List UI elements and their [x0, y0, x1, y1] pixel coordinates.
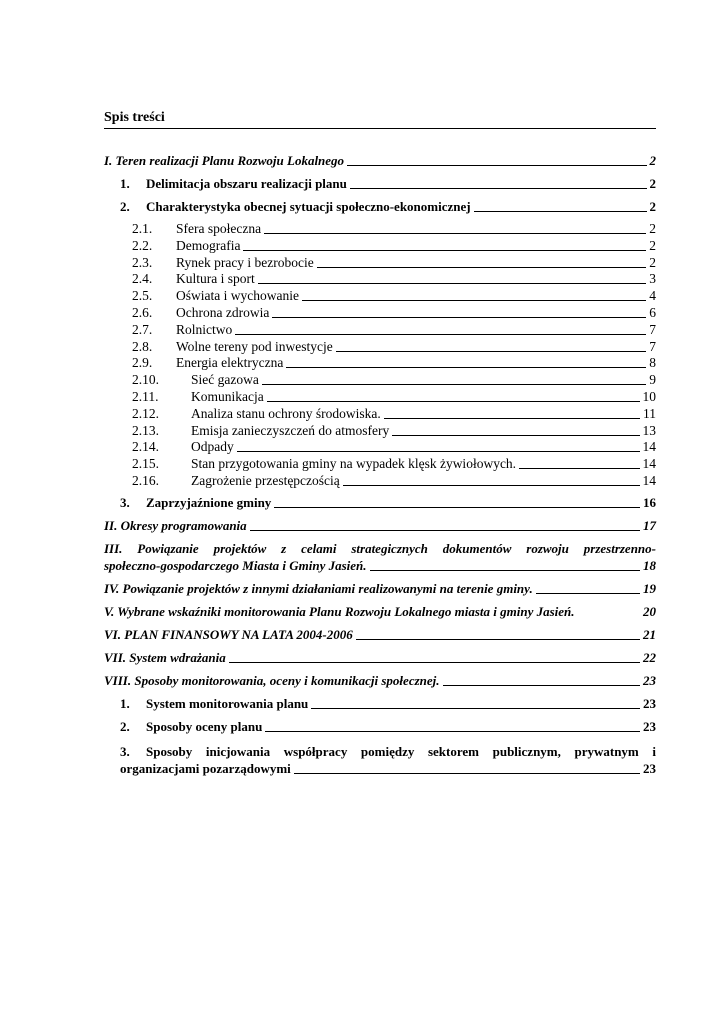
toc-entry-number: 2.7.	[132, 321, 153, 337]
toc-page-number: 2	[649, 237, 656, 253]
toc-entry[interactable]	[104, 473, 656, 490]
toc-entry-number: 2.	[120, 199, 130, 214]
toc-leader	[265, 731, 640, 732]
toc-leader	[317, 267, 646, 268]
toc-leader	[536, 593, 640, 594]
toc-page-number: 16	[643, 494, 656, 510]
toc-heading: Spis treści	[104, 110, 656, 129]
toc-leader	[237, 451, 640, 452]
toc-page-number: 21	[643, 626, 656, 642]
toc-entry[interactable]	[104, 339, 656, 356]
toc-entry-title: Oświata i wychowanie	[176, 288, 299, 304]
toc-entry[interactable]	[104, 389, 656, 406]
toc-entry[interactable]	[104, 580, 656, 603]
toc-entry-title: V. Wybrane wskaźniki monitorowania Planu Rozwoju Lokalnego miasta i gminy Jasień.	[104, 603, 575, 619]
toc-entry-title: Sposoby oceny planu	[146, 718, 263, 734]
toc-page-number: 14	[642, 456, 656, 472]
toc-entry[interactable]	[104, 372, 656, 389]
toc-entry-line1	[120, 743, 656, 760]
toc-page-number: 2	[649, 254, 656, 270]
toc-page-number: 23	[643, 672, 656, 688]
toc-entry[interactable]	[104, 439, 656, 456]
toc-page-number: 18	[643, 557, 656, 573]
toc-leader	[519, 468, 639, 469]
toc-leader	[356, 639, 640, 640]
toc-entry-title: I. Teren realizacji Planu Rozwoju Lokalnego	[104, 153, 345, 168]
toc-page-number: 2	[649, 221, 656, 236]
toc-leader	[443, 685, 640, 686]
toc-entry-title: Odpady	[191, 439, 234, 455]
toc-leader	[350, 188, 647, 189]
toc-page-number: 19	[643, 580, 656, 596]
toc-entry[interactable]	[104, 649, 656, 672]
toc-entry-title: Wolne tereny pod inwestycje	[176, 338, 333, 354]
toc-entry-number: 2.	[120, 718, 130, 734]
toc-entry[interactable]	[104, 406, 656, 423]
toc-entry-number: 2.3.	[132, 254, 153, 270]
toc-entry[interactable]	[104, 718, 656, 741]
toc-page-number: 23	[643, 760, 656, 776]
toc-entry[interactable]	[104, 152, 656, 175]
toc-entry-number: 2.11.	[132, 388, 159, 404]
toc-entry-title: Stan przygotowania gminy na wypadek klęsk żywiołowych.	[191, 456, 517, 472]
toc-page-number: 22	[643, 649, 656, 665]
toc-entry[interactable]	[104, 175, 656, 198]
toc-leader	[311, 708, 640, 709]
toc-entry-title: Rynek pracy i bezrobocie	[176, 254, 314, 270]
toc-page-number: 14	[642, 472, 656, 488]
toc-entry[interactable]	[104, 494, 656, 517]
toc-leader	[272, 317, 646, 318]
toc-page-number: 17	[643, 517, 656, 533]
toc-page-number: 4	[649, 288, 656, 304]
toc-page-number: 2	[649, 153, 656, 168]
toc-entry-title: Ochrona zdrowia	[176, 304, 270, 320]
toc-entry-number: 2.14.	[132, 439, 159, 455]
toc-entry[interactable]	[104, 355, 656, 372]
toc-page-number: 7	[649, 321, 656, 337]
toc-leader	[302, 300, 646, 301]
toc-entry-number: 2.10.	[132, 372, 159, 388]
toc-page-number: 11	[643, 405, 656, 421]
toc-entry-title-line1: III. Powiązanie projektów z celami strategicznych dokumentów rozwoju przestrzenno-	[104, 540, 656, 556]
toc-entry-number: 2.5.	[132, 288, 153, 304]
toc-entry[interactable]	[104, 603, 656, 626]
toc-entry-number: 2.4.	[132, 271, 153, 287]
toc-entry-title: Kultura i sport	[176, 271, 255, 287]
toc-page-number: 23	[643, 695, 656, 711]
toc-entry-title: Emisja zanieczyszczeń do atmosfery	[191, 422, 390, 438]
toc-entry-title: Komunikacja	[191, 388, 264, 404]
toc-leader	[347, 165, 646, 166]
toc-page-number: 6	[649, 304, 656, 320]
toc-entry-title: System monitorowania planu	[146, 695, 309, 711]
toc-entry-title: IV. Powiązanie projektów z innymi działaniami realizowanymi na terenie gminy.	[104, 580, 533, 596]
toc-entry-title: Sfera społeczna	[176, 221, 262, 236]
toc-entry[interactable]	[104, 322, 656, 339]
toc-entry-title: organizacjami pozarządowymi	[120, 760, 291, 776]
toc-entry[interactable]	[104, 238, 656, 255]
toc-entry[interactable]	[104, 305, 656, 322]
toc-entry-title: Rolnictwo	[176, 321, 233, 337]
toc-entry-title: II. Okresy programowania	[104, 517, 247, 533]
toc-entry[interactable]	[104, 672, 656, 695]
toc-page-number: 23	[643, 718, 656, 734]
toc-entry-title: VIII. Sposoby monitorowania, oceny i komunikacji społecznej.	[104, 672, 440, 688]
toc-page-number: 2	[649, 176, 656, 191]
toc-page-number: 8	[649, 355, 656, 371]
toc-entry-line2	[120, 760, 656, 777]
toc-entry[interactable]	[104, 695, 656, 718]
table-of-contents	[104, 152, 656, 777]
toc-entry-number: 2.8.	[132, 338, 153, 354]
toc-leader	[343, 485, 640, 486]
toc-entry-number: 1.	[120, 176, 130, 191]
toc-entry-line2	[104, 557, 656, 574]
toc-entry[interactable]	[104, 255, 656, 272]
toc-entry-title: Energia elektryczna	[176, 355, 284, 371]
toc-entry-number: 2.13.	[132, 422, 159, 438]
toc-entry-title: społeczno-gospodarczego Miasta i Gminy Jasień.	[104, 557, 367, 573]
toc-leader	[267, 401, 640, 402]
toc-leader	[474, 211, 647, 212]
toc-leader	[262, 384, 646, 385]
toc-leader	[235, 334, 646, 335]
toc-entry-number: 3.	[120, 743, 130, 759]
toc-leader	[336, 351, 647, 352]
toc-entry-title: VI. PLAN FINANSOWY NA LATA 2004-2006	[104, 626, 353, 642]
toc-page-number: 3	[649, 271, 656, 287]
toc-entry-number: 1.	[120, 695, 130, 711]
toc-page-number: 7	[649, 338, 656, 354]
toc-entry-number: 2.2.	[132, 237, 153, 253]
toc-entry-number: 3.	[120, 494, 130, 510]
toc-leader	[294, 773, 640, 774]
toc-leader	[264, 233, 646, 234]
toc-page-number: 10	[642, 388, 656, 404]
toc-entry[interactable]	[104, 288, 656, 305]
toc-entry[interactable]	[104, 198, 656, 221]
toc-page-number: 20	[643, 603, 656, 619]
toc-entry-title: Demografia	[176, 237, 241, 253]
toc-entry-number: 2.12.	[132, 405, 159, 421]
toc-leader	[286, 367, 646, 368]
toc-entry-multiline[interactable]	[104, 540, 656, 574]
toc-leader	[250, 530, 640, 531]
toc-entry[interactable]	[104, 423, 656, 440]
toc-page-number: 9	[649, 372, 656, 388]
toc-entry-number: 2.9.	[132, 355, 153, 371]
toc-entry-number: 2.16.	[132, 472, 159, 488]
toc-entry-multiline[interactable]	[104, 743, 656, 777]
toc-page-number: 2	[649, 199, 656, 214]
toc-page-number: 14	[642, 439, 656, 455]
toc-entry-number: 2.6.	[132, 304, 153, 320]
toc-entry-title-line1: Sposoby inicjowania współpracy pomiędzy sektorem publicznym, prywatnym i	[146, 743, 656, 759]
toc-entry-title: Sieć gazowa	[191, 372, 259, 388]
toc-leader	[243, 250, 646, 251]
toc-entry-title: Analiza stanu ochrony środowiska.	[191, 405, 381, 421]
toc-page-number: 13	[642, 422, 656, 438]
toc-entry[interactable]	[104, 517, 656, 540]
toc-entry-title: Charakterystyka obecnej sytuacji społeczno-ekonomicznej	[146, 199, 471, 214]
toc-leader	[258, 283, 647, 284]
toc-entry-title: Zaprzyjaźnione gminy	[146, 494, 272, 510]
toc-entry[interactable]	[104, 456, 656, 473]
toc-leader	[370, 570, 640, 571]
toc-leader	[384, 418, 640, 419]
toc-entry-title: Delimitacja obszaru realizacji planu	[146, 176, 347, 191]
toc-leader	[229, 662, 640, 663]
toc-entry-number: 2.1.	[132, 221, 153, 236]
toc-entry-number: 2.15.	[132, 456, 159, 472]
toc-entry[interactable]	[104, 221, 656, 238]
toc-leader	[274, 507, 640, 508]
toc-entry-title: VII. System wdrażania	[104, 649, 226, 665]
toc-entry-title: Zagrożenie przestępczością	[191, 472, 340, 488]
toc-leader	[392, 435, 639, 436]
toc-entry[interactable]	[104, 271, 656, 288]
toc-entry[interactable]	[104, 626, 656, 649]
